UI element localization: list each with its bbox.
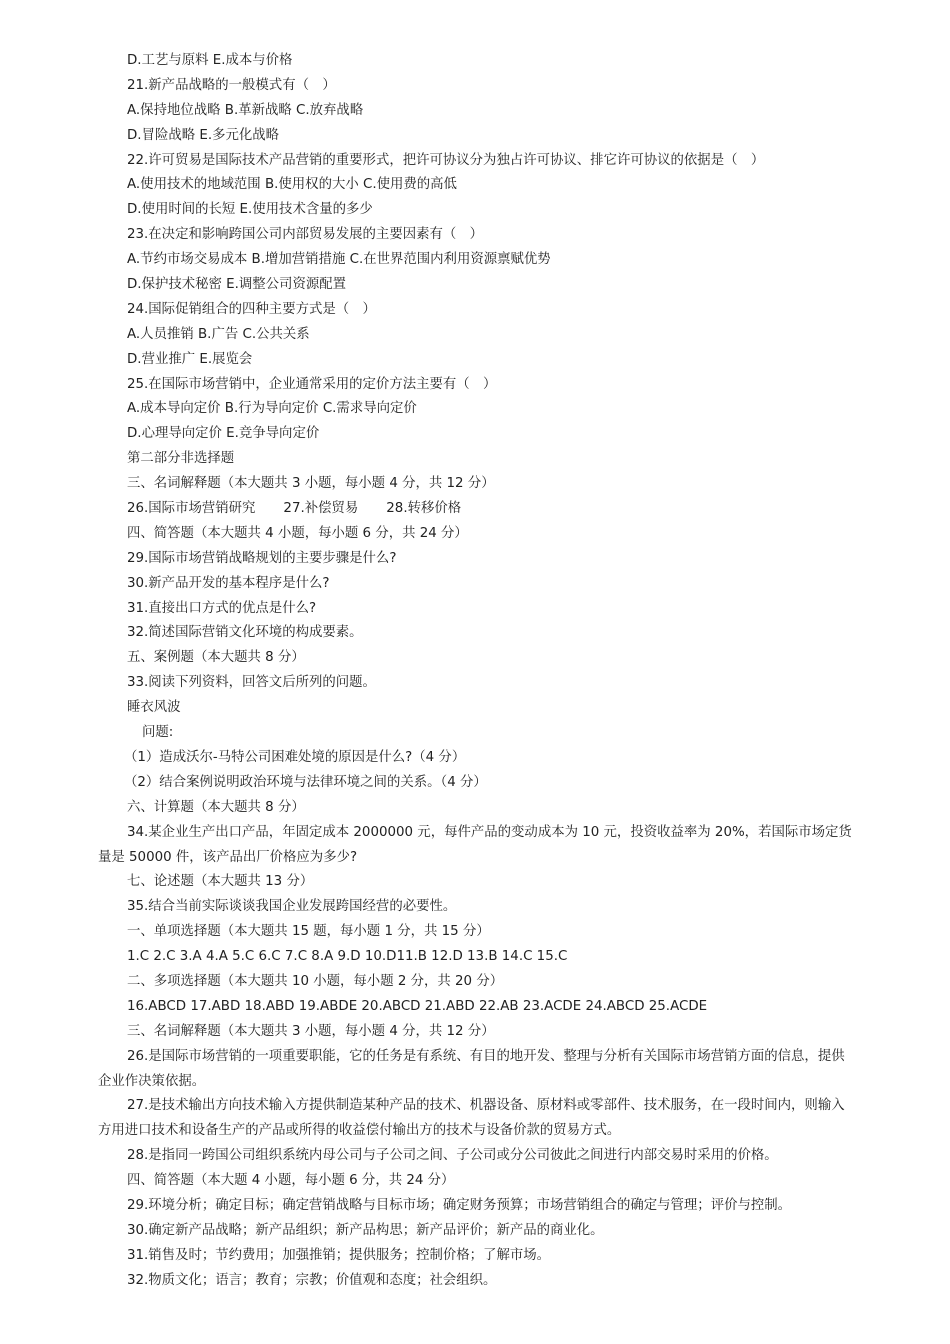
section-heading: 七、论述题（本大题共 13 分）	[127, 874, 314, 890]
question-line: 35.结合当前实际谈谈我国企业发展跨国经营的必要性。	[127, 899, 457, 915]
term-item: 26.国际市场营销研究	[127, 501, 256, 517]
case-title: 睡衣风波	[127, 700, 181, 716]
option-line: A.使用技术的地域范围 B.使用权的大小 C.使用费的高低	[127, 177, 457, 193]
section-heading: 六、计算题（本大题共 8 分）	[127, 799, 305, 815]
option-line: A.人员推销 B.广告 C.公共关系	[127, 326, 310, 342]
answer-paragraph: 27.是技术输出方向技术输入方提供制造某种产品的技术、机器设备、原材料或零部件、技术服务，在一段时间内，则输入方用进口技术和设备生产的产品或所得的收益偿付输出方的技术与设备价款的贸易方式。	[98, 1098, 845, 1139]
question-line: 30.新产品开发的基本程序是什么?	[127, 575, 330, 591]
answer-line: 28.是指同一跨国公司组织系统内母公司与子公司之间、子公司或分公司彼此之间进行内部交易时采用的价格。	[127, 1148, 778, 1164]
option-line: D.营业推广 E.展览会	[127, 351, 253, 367]
question-line: 32.简述国际营销文化环境的构成要素。	[127, 625, 363, 641]
answer-line: 30.确定新产品战略；新产品组织；新产品构思；新产品评价；新产品的商业化。	[127, 1222, 604, 1238]
answer-line: 16.ABCD 17.ABD 18.ABD 19.ABDE 20.ABCD 21.ABD 22.AB 23.ACDE 24.ABCD 25.ACDE	[127, 998, 708, 1014]
answer-line: 1.C 2.C 3.A 4.A 5.C 6.C 7.C 8.A 9.D 10.D11.B 12.D 13.B 14.C 15.C	[127, 949, 568, 965]
section-heading: 四、简答题（本大题共 4 小题，每小题 6 分，共 24 分）	[127, 525, 468, 541]
answer-heading: 三、名词解释题（本大题共 3 小题，每小题 4 分，共 12 分）	[127, 1023, 495, 1039]
term-item: 27.补偿贸易	[283, 501, 359, 517]
question-line: 21.新产品战略的一般模式有（ ）	[127, 77, 336, 93]
question-line: 25.在国际市场营销中，企业通常采用的定价方法主要有（ ）	[127, 376, 497, 392]
answer-heading: 四、简答题（本大题 4 小题，每小题 6 分，共 24 分）	[127, 1173, 455, 1189]
answer-paragraph: 26.是国际市场营销的一项重要职能，它的任务是有系统、有目的地开发、整理与分析有关国际市场营销方面的信息，提供企业作决策依据。	[98, 1048, 845, 1089]
question-line: 31.直接出口方式的优点是什么?	[127, 600, 317, 616]
term-line	[0, 497, 950, 522]
term-item: 28.转移价格	[386, 501, 462, 517]
question-line: 22.许可贸易是国际技术产品营销的重要形式，把许可协议分为独占许可协议、排它许可协议的依据是（ ）	[127, 152, 765, 168]
option-line: A.节约市场交易成本 B.增加营销措施 C.在世界范围内利用资源禀赋优势	[127, 252, 551, 268]
answer-heading: 一、单项选择题（本大题共 15 题，每小题 1 分，共 15 分）	[127, 924, 490, 940]
document-page	[0, 49, 950, 1294]
answer-heading: 二、多项选择题（本大题共 10 小题，每小题 2 分，共 20 分）	[127, 973, 504, 989]
section-heading: 五、案例题（本大题共 8 分）	[127, 650, 305, 666]
question-line: 23.在决定和影响跨国公司内部贸易发展的主要因素有（ ）	[127, 227, 484, 243]
answer-line: 31.销售及时；节约费用；加强推销；提供服务；控制价格；了解市场。	[127, 1247, 551, 1263]
option-line: D.心理导向定价 E.竞争导向定价	[127, 426, 320, 442]
sub-question: （2）结合案例说明政治环境与法律环境之间的关系。（4 分）	[124, 774, 487, 790]
question-label: 问题:	[142, 725, 174, 741]
question-line: 24.国际促销组合的四种主要方式是（ ）	[127, 301, 376, 317]
question-line: 33.阅读下列资料，回答文后所列的问题。	[127, 675, 376, 691]
option-line: A.成本导向定价 B.行为导向定价 C.需求导向定价	[127, 401, 417, 417]
option-line: D.使用时间的长短 E.使用技术含量的多少	[127, 202, 373, 218]
text-line: D.工艺与原料 E.成本与价格	[127, 53, 293, 68]
section-heading: 第二部分非选择题	[127, 451, 235, 467]
answer-line: 29.环境分析；确定目标；确定营销战略与目标市场；确定财务预算；市场营销组合的确定与管理；评价与控制。	[127, 1198, 792, 1214]
answer-line: 32.物质文化；语言；教育；宗教；价值观和态度；社会组织。	[127, 1272, 497, 1288]
option-line: A.保持地位战略 B.革新战略 C.放弃战略	[127, 102, 364, 118]
option-line: D.冒险战略 E.多元化战略	[127, 127, 280, 143]
option-line: D.保护技术秘密 E.调整公司资源配置	[127, 277, 347, 293]
question-paragraph: 34.某企业生产出口产品，年固定成本 2000000 元，每件产品的变动成本为 10 元，投资收益率为 20%，若国际市场定货量是 50000 件，该产品出厂价格应为多少?	[98, 824, 852, 865]
sub-question: （1）造成沃尔-马特公司困难处境的原因是什么?（4 分）	[124, 749, 466, 765]
question-line: 29.国际市场营销战略规划的主要步骤是什么?	[127, 550, 397, 566]
section-heading: 三、名词解释题（本大题共 3 小题，每小题 4 分，共 12 分）	[127, 476, 495, 492]
